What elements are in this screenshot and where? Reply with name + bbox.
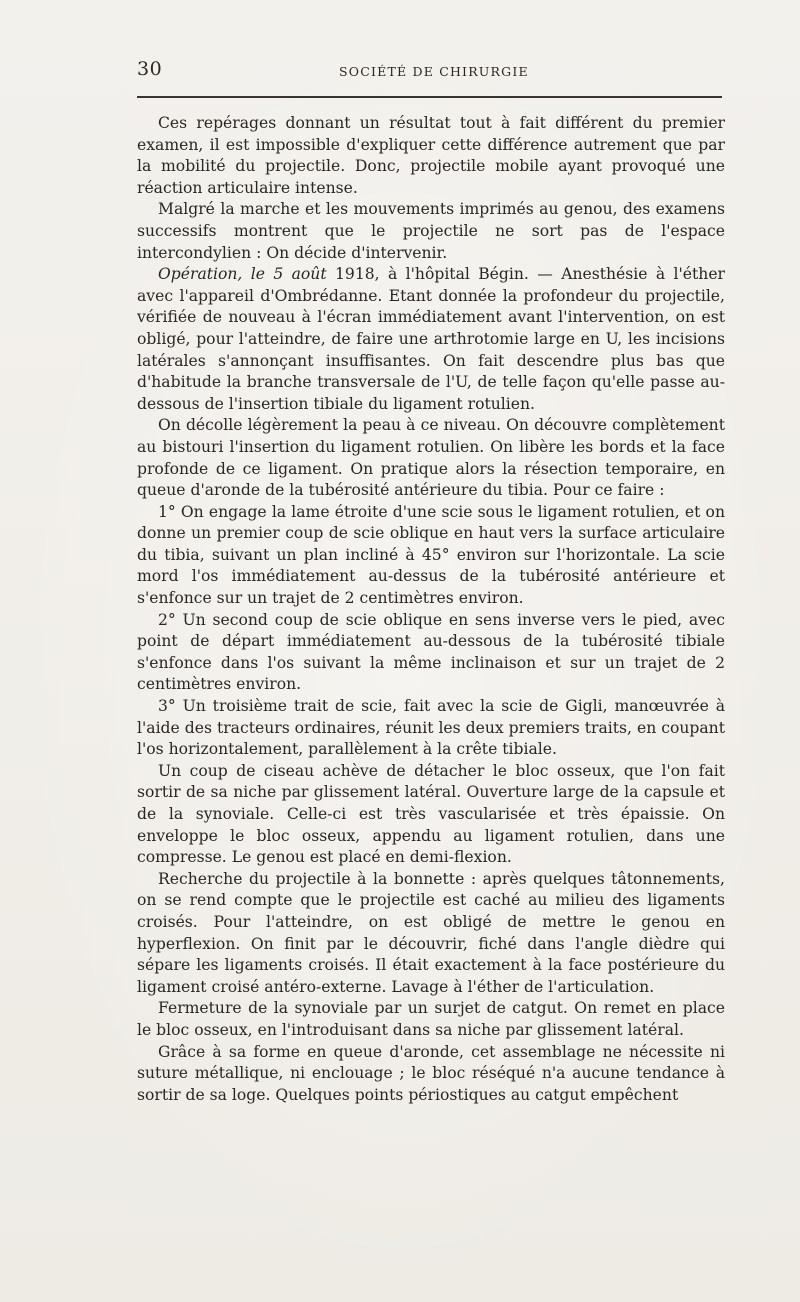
header-rule bbox=[137, 96, 722, 98]
paragraph: On décolle légèrement la peau à ce niveau. On découvre complètement au bistouri l'insertion du ligament rotulien. On libère les bords et la face profonde de ce ligament. On pratique alors la résection temporaire, en queue d'aronde de la tubérosité antérieure du tibia. Pour ce faire : bbox=[137, 416, 725, 500]
paragraph: Un coup de ciseau achève de détacher le bloc osseux, que l'on fait sortir de sa niche par glissement latéral. Ouverture large de la capsule et de la synoviale. Celle-ci est très vascularisée et très épaissie. On enveloppe le bloc osseux, appendu au ligament rotulien, dans une compresse. Le genou est placé en demi-flexion. bbox=[137, 761, 725, 867]
paragraph: 1° On engage la lame étroite d'une scie sous le ligament rotulien, et on donne un premier coup de scie oblique en haut vers la surface articulaire du tibia, suivant un plan incliné à 45° environ sur l'horizontale. La scie mord l'os immédiatement au-dessus de la tubérosité antérieure et s'enfonce sur un trajet de 2 centimètres environ. bbox=[137, 502, 725, 608]
paragraph: Fermeture de la synoviale par un surjet de catgut. On remet en place le bloc osseux, en l'introduisant dans sa niche par glissement latéral. bbox=[137, 999, 725, 1039]
page-number: 30 bbox=[137, 58, 163, 80]
body-text bbox=[137, 113, 725, 1106]
paragraph: Recherche du projectile à la bonnette : après quelques tâtonnements, on se rend compte que le projectile est caché au milieu des ligaments croisés. Pour l'atteindre, on est obligé de mettre le genou en hyperflexion. On finit par le découvrir, fiché dans l'angle dièdre qui sépare les ligaments croisés. Il était exactement à la face postérieure du ligament croisé antéro-externe. Lavage à l'éther de l'articulation. bbox=[137, 869, 725, 996]
operation-date-lead: Opération, le 5 août bbox=[158, 265, 327, 284]
paragraph: 3° Un troisième trait de scie, fait avec la scie de Gigli, manœuvrée à l'aide des tracteurs ordinaires, réunit les deux premiers traits, en coupant l'os horizontalement, parallèlement à la crête tibiale. bbox=[137, 697, 725, 759]
paragraph: Grâce à sa forme en queue d'aronde, cet assemblage ne nécessite ni suture métallique, ni enclouage ; le bloc réséqué n'a aucune tendance à sortir de sa loge. Quelques points périostiques au catgut empêchent bbox=[137, 1042, 725, 1104]
paragraph: 2° Un second coup de scie oblique en sens inverse vers le pied, avec point de départ immédiatement au-dessous de la tubérosité tibiale s'enfonce dans l'os suivant la même inclinaison et sur un trajet de 2 centimètres environ. bbox=[137, 610, 725, 694]
paragraph: Ces repérages donnant un résultat tout à fait différent du premier examen, il est impossible d'expliquer cette différence autrement que par la mobilité du projectile. Donc, projectile mobile ayant provoqué une réaction articulaire intense. bbox=[137, 114, 725, 197]
paragraph: Opération, le 5 août 1918, à l'hôpital Bégin. — Anesthésie à l'éther avec l'appareil d'Ombrédanne. Etant donnée la profondeur du projectile, vérifiée de nouveau à l'écran immédiatement avant l'intervention, on est obligé, pour l'atteindre, de faire une arthrotomie large en U, les incisions latérales s'annonçant insuffisantes. On fait descendre plus bas que d'habitude la branche transversale de l'U, de telle façon qu'elle passe au-dessous de l'insertion tibiale du ligament rotulien. bbox=[137, 265, 725, 413]
paragraph: Malgré la marche et les mouvements imprimés au genou, des examens successifs montrent que le projectile ne sort pas de l'espace intercondylien : On décide d'intervenir. bbox=[137, 200, 725, 262]
running-head: SOCIÉTÉ DE CHIRURGIE bbox=[339, 64, 529, 79]
page-header bbox=[137, 58, 722, 86]
